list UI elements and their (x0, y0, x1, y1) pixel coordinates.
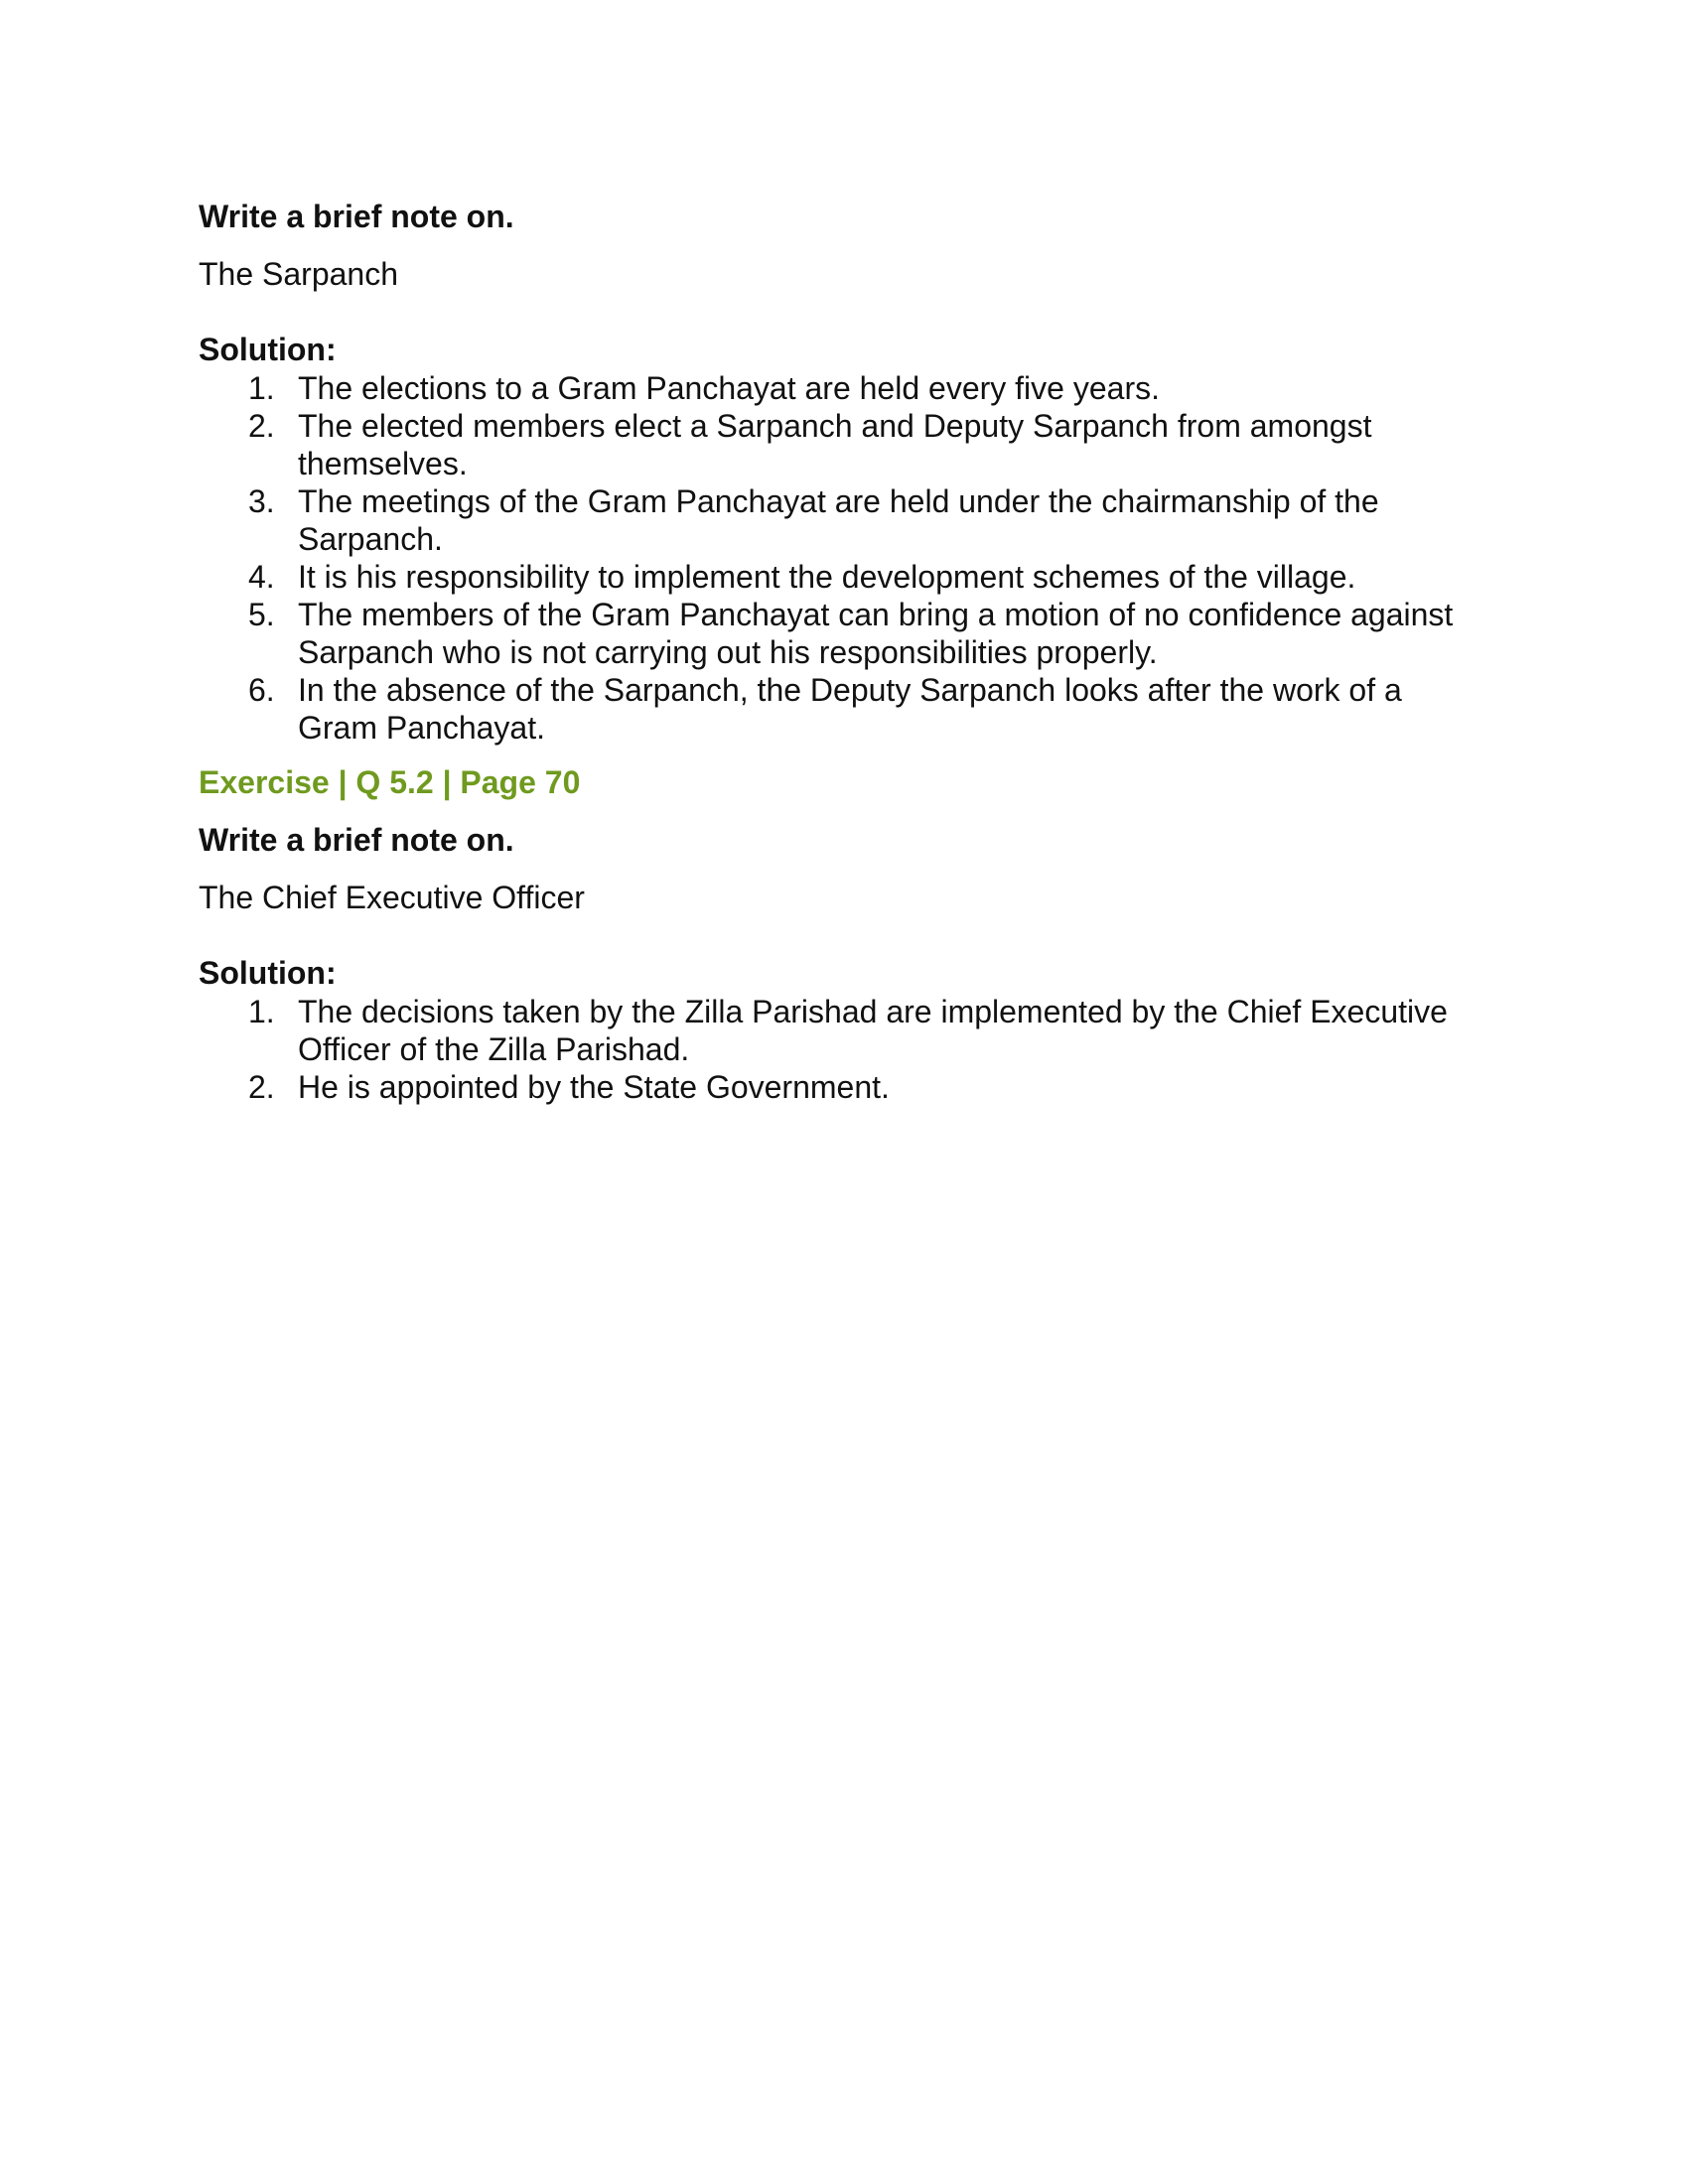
item-text: It is his responsibility to implement the development schemes of the village. (298, 559, 1356, 595)
solution-label: Solution: (199, 955, 337, 991)
item-text: The members of the Gram Panchayat can bring a motion of no confidence against Sarpanch who is not carrying out his responsibilities properly. (298, 597, 1454, 670)
solution-label: Solution: (199, 332, 337, 367)
solution-item (199, 671, 1489, 747)
solution-item (199, 1068, 1489, 1106)
question-prompt: Write a brief note on. (199, 199, 514, 234)
item-text: The decisions taken by the Zilla Parishad are implemented by the Chief Executive Officer of the Zilla Parishad. (298, 994, 1448, 1067)
item-number: 2. (248, 408, 275, 444)
solution-item (199, 558, 1489, 596)
solution-item (199, 596, 1489, 671)
solution-item (199, 482, 1489, 558)
item-number: 2. (248, 1069, 275, 1105)
exercise-reference: Exercise | Q 5.2 | Page 70 (199, 764, 581, 800)
question-block-1 (199, 197, 1489, 747)
solution-item (199, 407, 1489, 482)
item-text: The elections to a Gram Panchayat are held every five years. (298, 370, 1160, 406)
item-number: 1. (248, 994, 275, 1029)
question-block-2 (199, 820, 1489, 1106)
question-topic: The Sarpanch (199, 256, 399, 292)
solution-item (199, 993, 1489, 1068)
question-topic: The Chief Executive Officer (199, 880, 585, 915)
item-text: He is appointed by the State Government. (298, 1069, 890, 1105)
item-number: 6. (248, 672, 275, 708)
item-number: 5. (248, 597, 275, 632)
item-text: In the absence of the Sarpanch, the Deputy Sarpanch looks after the work of a Gram Panchayat. (298, 672, 1402, 746)
item-number: 4. (248, 559, 275, 595)
question-prompt: Write a brief note on. (199, 822, 514, 858)
item-text: The meetings of the Gram Panchayat are held under the chairmanship of the Sarpanch. (298, 483, 1379, 557)
solution-item (199, 369, 1489, 407)
solution-list (199, 993, 1489, 1106)
document-content (199, 197, 1489, 1106)
item-text: The elected members elect a Sarpanch and Deputy Sarpanch from amongst themselves. (298, 408, 1372, 481)
solution-list (199, 369, 1489, 747)
item-number: 3. (248, 483, 275, 519)
item-number: 1. (248, 370, 275, 406)
